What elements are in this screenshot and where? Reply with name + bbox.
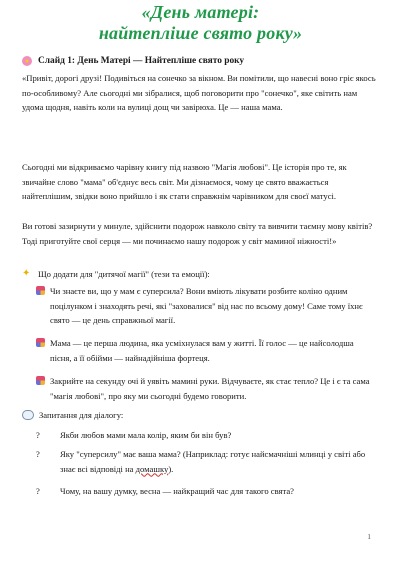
question-text: Чому, на вашу думку, весна — найкращий час для такого свята?: [60, 486, 294, 496]
sparkle-icon: ✦: [22, 268, 31, 279]
question-text: Якби любов мами мала колір, яким би він був?: [60, 430, 232, 440]
intro-paragraph-2: Сьогодні ми відкриваємо чарівну книгу під назвою "Магія любові". Це історія про те, як звичайне слово "мама" об'єднує весь світ. Ми дізнаємося, чому це свято вважається найтеплішим, звідки воно прийшло і як стати справжнім чарівником для своєї матусі.: [22, 162, 347, 202]
slide-heading: [22, 56, 244, 66]
question-marker: ?: [36, 486, 40, 496]
questions-heading-text: Запитання для діалогу:: [39, 410, 124, 420]
slide-heading-text: Слайд 1: День Матері — Найтепліше свято року: [38, 56, 245, 66]
flower-bullet-icon: [36, 376, 45, 385]
title-line-2: найтепліше свято року»: [98, 23, 303, 43]
list-item: [36, 284, 372, 328]
speech-bubble-icon: [22, 410, 34, 420]
magic-heading: [22, 268, 210, 279]
question-text: Яку "суперсилу" має ваша мама? (Наприклад: готує найсмачніші млинці у світі або знає всі відповіді на домашку).: [60, 449, 366, 474]
list-item: [36, 374, 372, 403]
intro-paragraph-3: Ви готові зазирнути у минуле, здійснити подорож навколо світу та вивчити таємну мову квітів? Тоді приготуйте свої серця — ми починаємо нашу подорож у світ маминої ніжності!»: [22, 221, 373, 246]
intro-paragraph-1: «Привіт, дорогі друзі! Подивіться на сонечко за вікном. Ви помітили, що навесні воно гріє якось по-особливому? Але сьогодні ми зібралися, щоб поговорити про "сонечко", яке світить нам удома щодня, навіть коли на вулиці дощ чи завірюха. Це — наша мама.: [22, 73, 376, 113]
question-item: [36, 428, 372, 443]
misspelled-word: домашку: [135, 463, 169, 474]
bullet-text: Чи знаєте ви, що у мам є суперсила? Вони вміють лікувати розбите коліно одним поцілунком і знаходять речі, які "заховалися" від нас по всьому дому! Саме тому їхнє свято — це день справжньої магії.: [50, 286, 363, 326]
question-marker: ?: [36, 449, 40, 459]
question-item: [36, 484, 372, 499]
magic-heading-text: Що додати для "дитячої магії" (тези та емоції):: [38, 268, 210, 279]
title-line-1: «День матері:: [141, 2, 260, 22]
question-item: [36, 447, 372, 476]
question-marker: ?: [36, 430, 40, 440]
bullet-text: Закрийте на секунду очі й уявіть мамині руки. Відчуваєте, як стає тепло? Це і є та сама "магія любові", про яку ми сьогодні будемо говорити.: [50, 376, 370, 401]
bullet-text: Мама — це перша людина, яка усміхнулася вам у житті. Її голос — це найсолодша пісня, а її обійми — найнадійніша фортеця.: [50, 338, 354, 363]
flower-bullet-icon: [36, 286, 45, 295]
list-item: [36, 336, 372, 365]
page-number: 1: [367, 532, 371, 541]
flower-icon: [22, 56, 32, 66]
flower-bullet-icon: [36, 338, 45, 347]
questions-heading: [22, 410, 123, 420]
